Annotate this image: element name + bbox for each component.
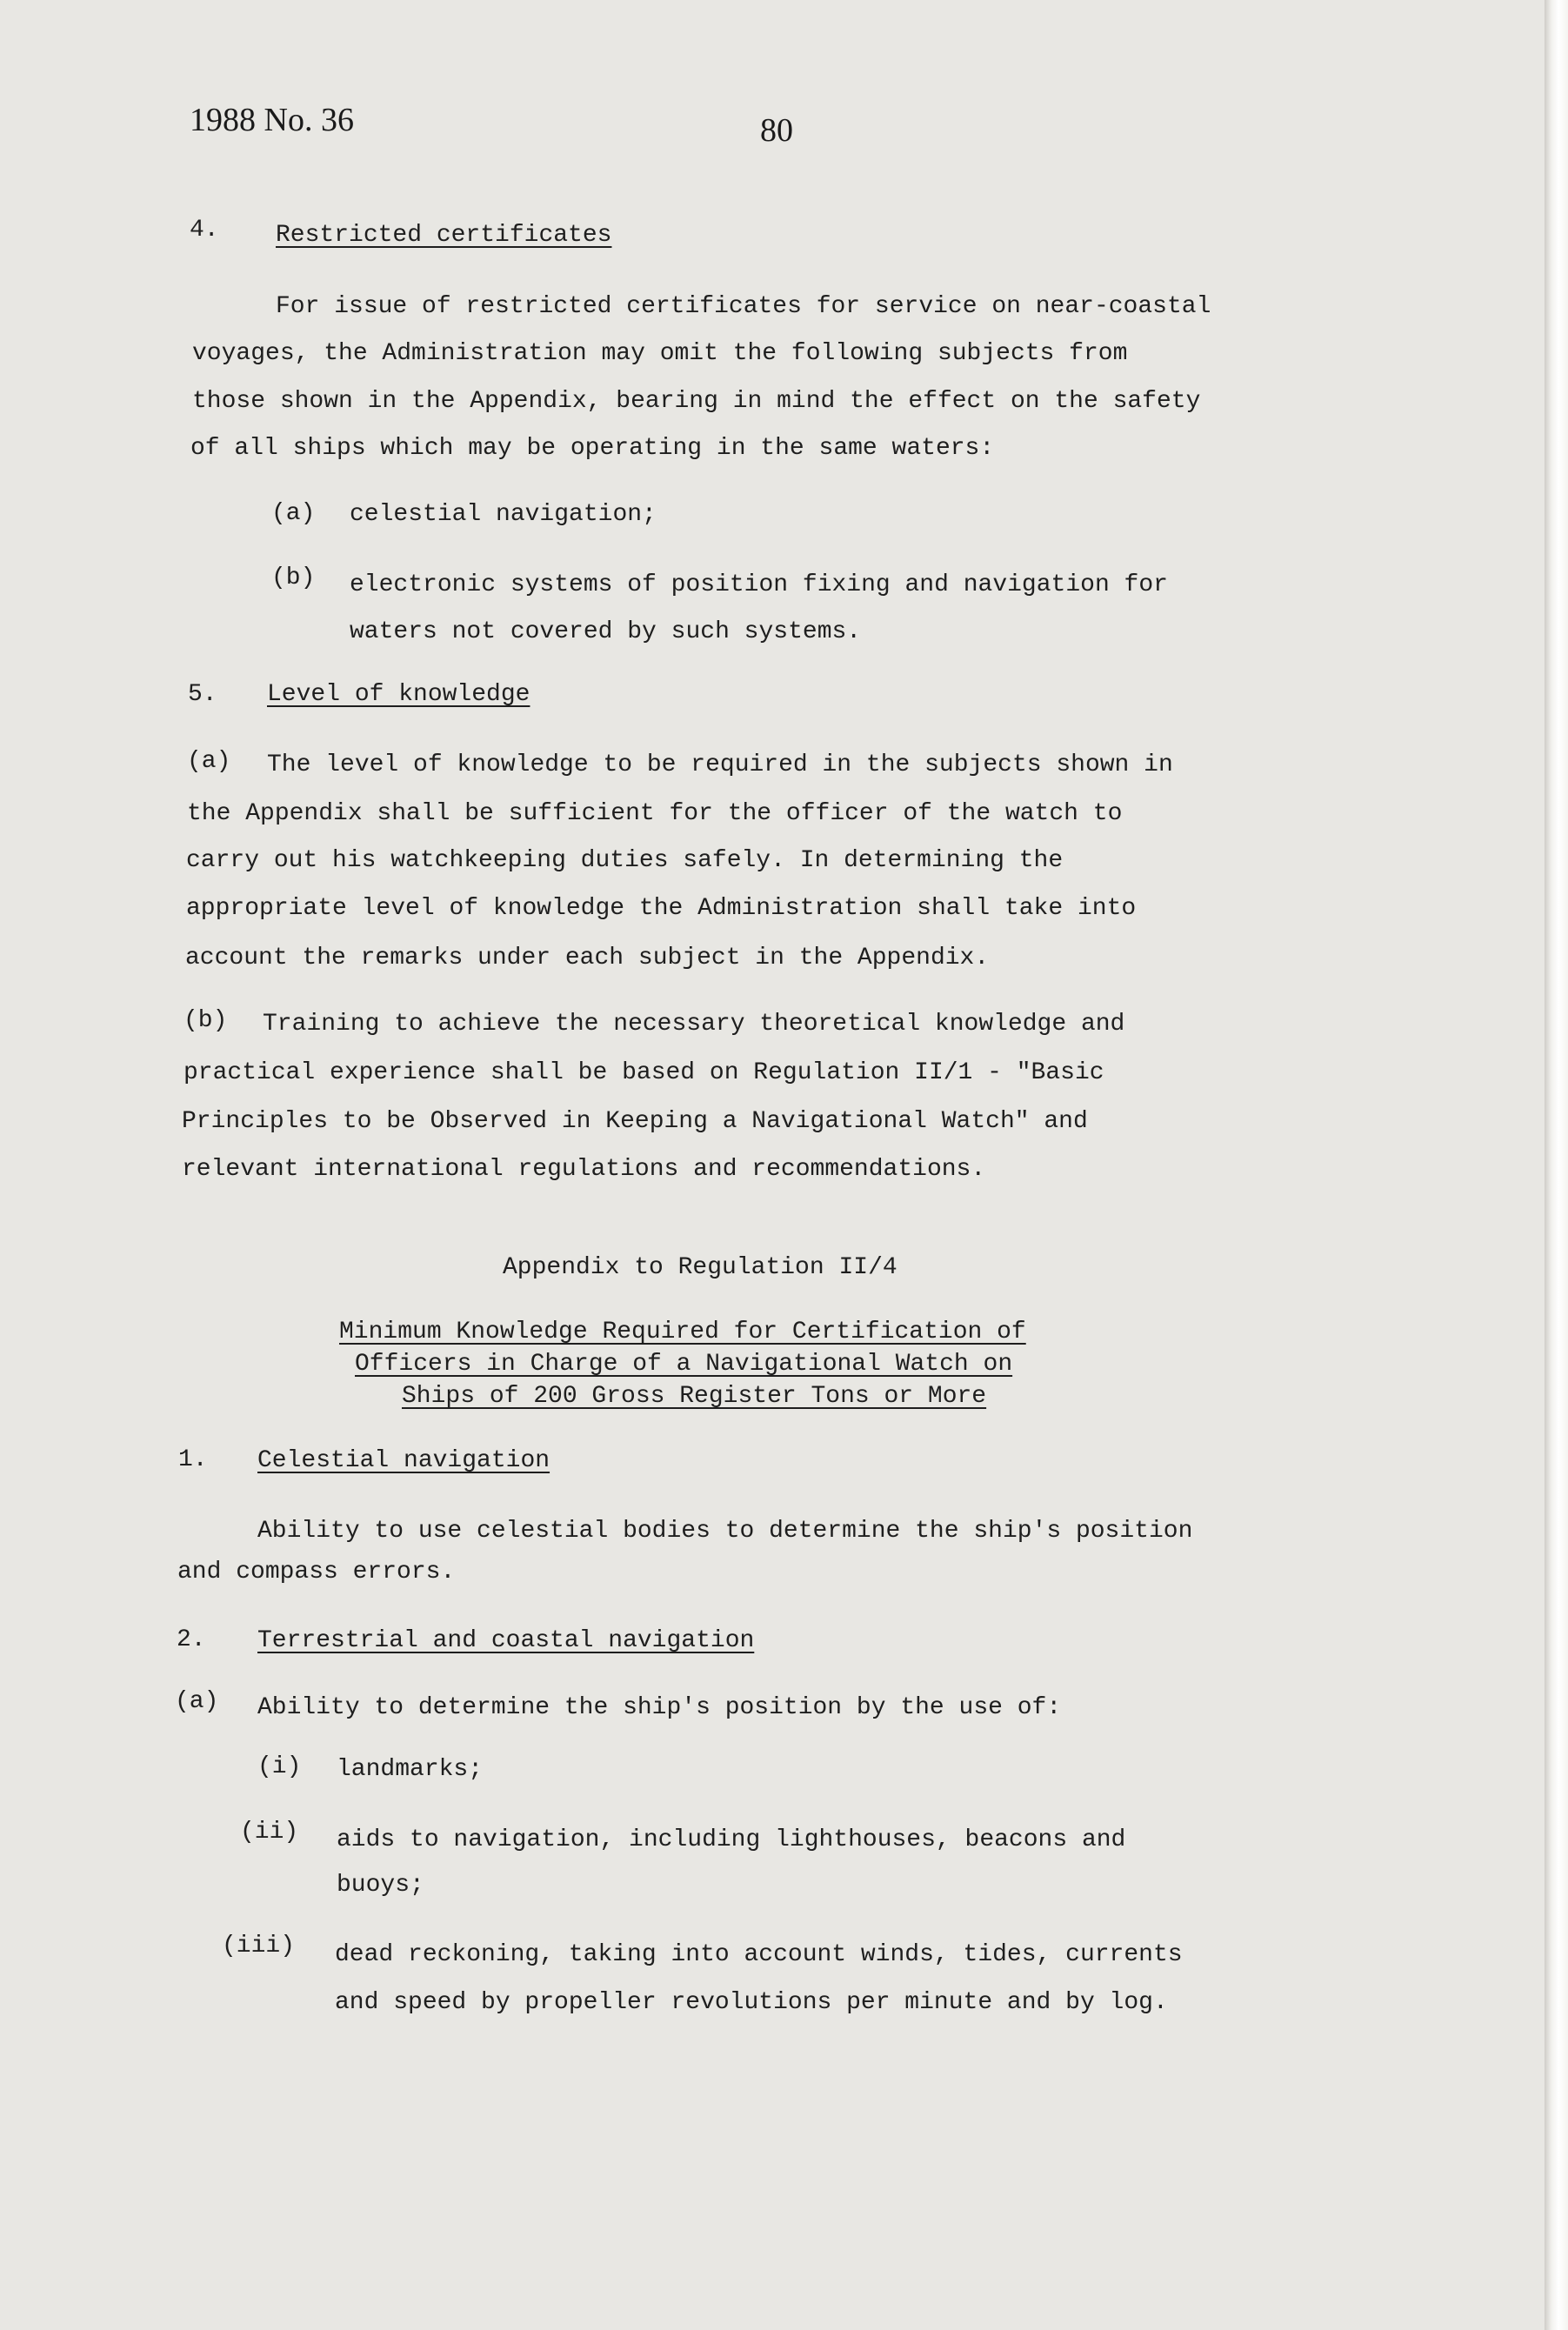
section-4-line-3: those shown in the Appendix, bearing in mind the effect on the safety [192,388,1201,415]
item-2-sub-ii-label: (ii) [240,1819,299,1846]
section-5-para-a-line-3: carry out his watchkeeping duties safely. In determining the [186,847,1064,874]
section-5-para-a-label: (a) [187,748,231,775]
item-2-sub-a-text: Ability to determine the ship's position by the use of: [257,1694,1062,1721]
section-5-para-a-line-4: appropriate level of knowledge the Administration shall take into [186,895,1137,922]
item-1-heading: Celestial navigation [257,1447,550,1474]
section-4-number: 4. [190,217,219,244]
item-1-line-2: and compass errors. [177,1559,456,1586]
section-5-para-a-line-1: The level of knowledge to be required in the subjects shown in [267,751,1173,778]
item-2-number: 2. [177,1626,206,1653]
item-2-sub-iii-line-2: and speed by propeller revolutions per minute and by log. [335,1989,1168,2016]
section-4-item-b-line-2: waters not covered by such systems. [350,618,862,645]
page-number: 80 [760,112,793,149]
section-5-heading: Level of knowledge [267,681,530,708]
item-2-sub-ii-line-1: aids to navigation, including lighthouses, beacons and [337,1826,1126,1853]
page-edge [1545,0,1568,2330]
section-5-para-b-line-3: Principles to be Observed in Keeping a Navigational Watch" and [182,1108,1088,1135]
document-reference: 1988 No. 36 [190,102,354,138]
section-4-item-a-label: (a) [271,500,316,527]
section-5-para-b-line-4: relevant international regulations and recommendations. [182,1156,986,1183]
section-4-line-4: of all ships which may be operating in the same waters: [190,435,995,462]
item-2-sub-i-text: landmarks; [337,1756,484,1783]
appendix-title: Appendix to Regulation II/4 [503,1254,897,1281]
appendix-subtitle-line-3: Ships of 200 Gross Register Tons or More [402,1383,987,1410]
section-4-item-a-text: celestial navigation; [350,501,657,528]
section-4-item-b-label: (b) [271,564,316,591]
section-5-number: 5. [188,681,217,708]
item-2-sub-a-label: (a) [175,1688,219,1715]
section-4-line-1: For issue of restricted certificates for service on near-coastal [276,293,1211,320]
section-5-para-b-line-2: practical experience shall be based on Regulation II/1 - "Basic [183,1059,1104,1086]
item-2-sub-iii-label: (iii) [222,1933,296,1959]
appendix-subtitle-line-1: Minimum Knowledge Required for Certification of [339,1319,1026,1345]
item-2-heading: Terrestrial and coastal navigation [257,1627,755,1654]
section-5-para-b-label: (b) [183,1007,228,1034]
section-4-item-b-line-1: electronic systems of position fixing and navigation for [350,571,1168,598]
section-4-line-2: voyages, the Administration may omit the following subjects from [192,340,1128,367]
item-2-sub-ii-line-2: buoys; [337,1872,424,1899]
section-5-para-a-line-5: account the remarks under each subject in the Appendix. [185,945,990,971]
section-4-heading: Restricted certificates [276,222,612,249]
item-2-sub-i-label: (i) [257,1753,302,1780]
item-1-line-1: Ability to use celestial bodies to determine the ship's position [257,1518,1193,1545]
item-2-sub-iii-line-1: dead reckoning, taking into account winds, tides, currents [335,1941,1183,1968]
item-1-number: 1. [178,1446,208,1473]
appendix-subtitle-line-2: Officers in Charge of a Navigational Watch on [355,1351,1013,1378]
section-5-para-b-line-1: Training to achieve the necessary theoretical knowledge and [263,1011,1125,1038]
section-5-para-a-line-2: the Appendix shall be sufficient for the officer of the watch to [187,800,1123,827]
